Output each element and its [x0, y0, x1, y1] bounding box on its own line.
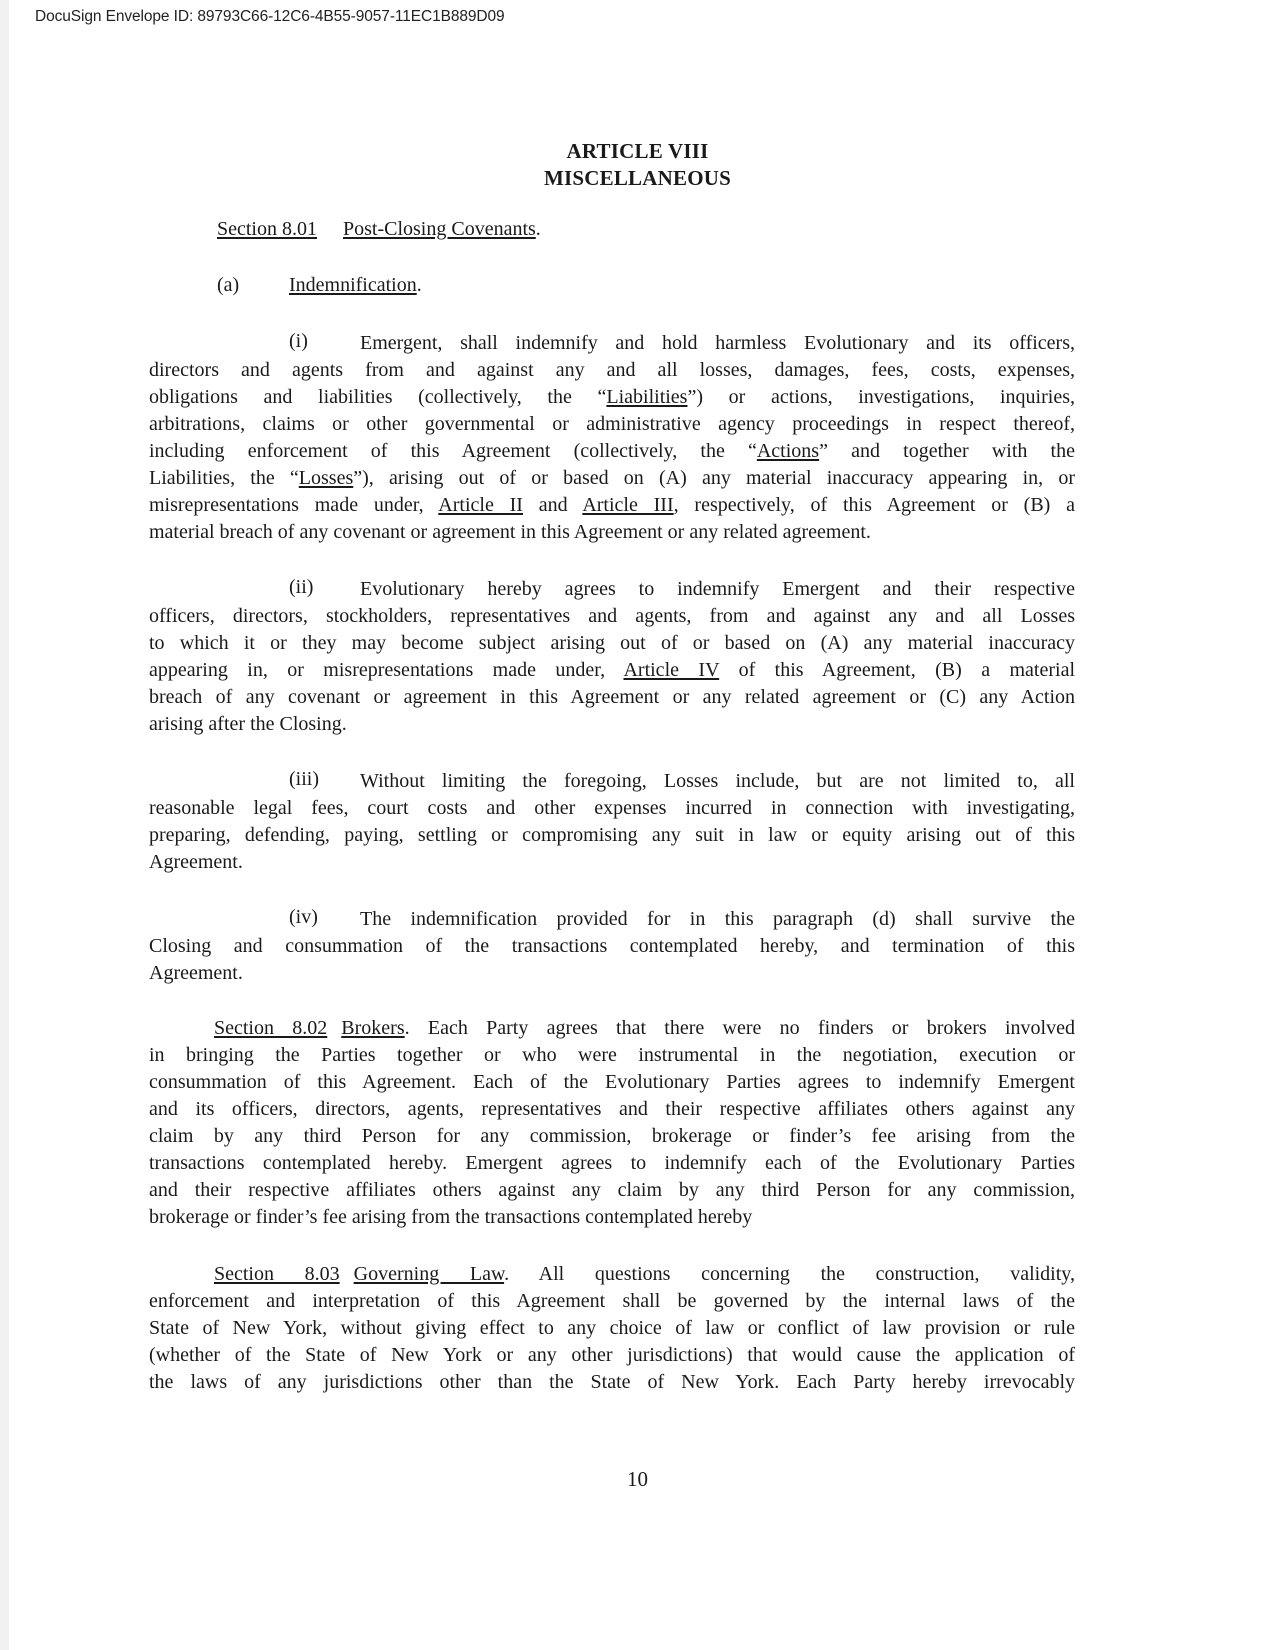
- section-8-01-heading: Section 8.01 Post-Closing Covenants.: [217, 218, 541, 240]
- para-iv-number: (iv): [289, 906, 318, 928]
- para-iv-line-2: Closing and consummation of the transactions contemplated hereby, and termination of this: [149, 935, 1075, 957]
- section-8-02-line-1: Section 8.02 Brokers. Each Party agrees that there were no finders or brokers involved: [214, 1017, 1075, 1039]
- section-8-03-line-4: (whether of the State of New York or any other jurisdictions) that would cause the application of: [149, 1344, 1075, 1366]
- page-number: 10: [627, 1467, 648, 1491]
- section-8-02-title: Brokers: [341, 1017, 405, 1039]
- section-8-03-label: Section 8.03: [214, 1263, 340, 1285]
- section-8-02-line-5: claim by any third Person for any commission, brokerage or finder’s fee arising from the: [149, 1125, 1075, 1147]
- para-i-line-6: Liabilities, the “Losses”), arising out of or based on (A) any material inaccuracy appearing in, or: [149, 467, 1075, 489]
- para-ii-line-2: officers, directors, stockholders, representatives and agents, from and against any and all Losses: [149, 605, 1075, 627]
- section-8-03-line-5: the laws of any jurisdictions other than the State of New York. Each Party hereby irrevocably: [149, 1371, 1075, 1393]
- para-i-line-2: directors and agents from and against any and all losses, damages, fees, costs, expenses,: [149, 359, 1075, 381]
- section-8-01-title: Post-Closing Covenants: [343, 218, 536, 240]
- section-8-03-line-1: Section 8.03 Governing Law. All questions concerning the construction, validity,: [214, 1263, 1075, 1285]
- section-8-02-line-6: transactions contemplated hereby. Emergent agrees to indemnify each of the Evolutionary Parties: [149, 1152, 1075, 1174]
- section-8-03-line-2: enforcement and interpretation of this Agreement shall be governed by the internal laws of the: [149, 1290, 1075, 1312]
- para-i-line-5: including enforcement of this Agreement (collectively, the “Actions” and together with the: [149, 440, 1075, 462]
- para-i-line-1: Emergent, shall indemnify and hold harmless Evolutionary and its officers,: [360, 332, 1075, 354]
- subsection-a-title: Indemnification: [289, 274, 417, 296]
- para-i-line-7: misrepresentations made under, Article II and Article III, respectively, of this Agreement or (B) a: [149, 494, 1076, 516]
- para-ii-line-4: appearing in, or misrepresentations made under, Article IV of this Agreement, (B) a material: [149, 659, 1075, 681]
- section-8-03-line-3: State of New York, without giving effect to any choice of law or conflict of law provision or rule: [149, 1317, 1075, 1339]
- subsection-a-label: (a): [217, 274, 240, 296]
- para-ii-line-1: Evolutionary hereby agrees to indemnify Emergent and their respective: [360, 578, 1075, 600]
- para-i-number: (i): [289, 330, 308, 352]
- para-iii-line-3: preparing, defending, paying, settling or compromising any suit in law or equity arising out of this: [149, 824, 1075, 846]
- defined-term-liabilities: Liabilities: [606, 386, 688, 408]
- para-i-line-4: arbitrations, claims or other governmental or administrative agency proceedings in respect thereof,: [149, 413, 1075, 435]
- section-8-03-title: Governing Law: [353, 1263, 505, 1285]
- defined-term-actions: Actions: [756, 440, 820, 462]
- section-8-02-line-3: consummation of this Agreement. Each of the Evolutionary Parties agrees to indemnify Emergent: [149, 1071, 1075, 1093]
- para-iii-line-1: Without limiting the foregoing, Losses include, but are not limited to, all: [360, 770, 1075, 792]
- docusign-envelope-id: DocuSign Envelope ID: 89793C66-12C6-4B55-9057-11EC1B889D09: [35, 8, 505, 25]
- section-8-02-line-8: brokerage or finder’s fee arising from the transactions contemplated hereby: [149, 1206, 753, 1228]
- scan-edge-strip: [0, 0, 9, 1650]
- section-8-02-line-4: and its officers, directors, agents, representatives and their respective affiliates others against any: [149, 1098, 1075, 1120]
- defined-term-losses: Losses: [298, 467, 354, 489]
- para-iii-line-4: Agreement.: [149, 851, 243, 873]
- para-ii-line-3: to which it or they may become subject arising out of or based on (A) any material inaccuracy: [149, 632, 1075, 654]
- reference-article-ii: Article II: [438, 494, 523, 516]
- article-number: ARTICLE VIII: [566, 139, 709, 163]
- section-8-01-label: Section 8.01: [217, 218, 317, 240]
- section-8-02-line-2: in bringing the Parties together or who were instrumental in the negotiation, execution or: [149, 1044, 1075, 1066]
- para-ii-line-5: breach of any covenant or agreement in this Agreement or any related agreement or (C) any Action: [149, 686, 1075, 708]
- subsection-a-heading: Indemnification.: [289, 274, 422, 296]
- article-title: MISCELLANEOUS: [544, 166, 731, 190]
- reference-article-iv: Article IV: [623, 659, 720, 681]
- para-iii-line-2: reasonable legal fees, court costs and other expenses incurred in connection with investigating,: [149, 797, 1075, 819]
- section-8-02-label: Section 8.02: [214, 1017, 328, 1039]
- para-ii-line-6: arising after the Closing.: [149, 713, 347, 735]
- para-iv-line-3: Agreement.: [149, 962, 243, 984]
- para-i-line-8: material breach of any covenant or agreement in this Agreement or any related agreement.: [149, 521, 871, 543]
- para-iv-line-1: The indemnification provided for in this paragraph (d) shall survive the: [360, 908, 1075, 930]
- section-8-02-line-7: and their respective affiliates others against any claim by any third Person for any commission,: [149, 1179, 1075, 1201]
- reference-article-iii: Article III: [582, 494, 674, 516]
- para-ii-number: (ii): [289, 576, 314, 598]
- para-i-line-3: obligations and liabilities (collectively, the “Liabilities”) or actions, investigations, inquiries,: [149, 386, 1075, 408]
- para-iii-number: (iii): [289, 768, 319, 790]
